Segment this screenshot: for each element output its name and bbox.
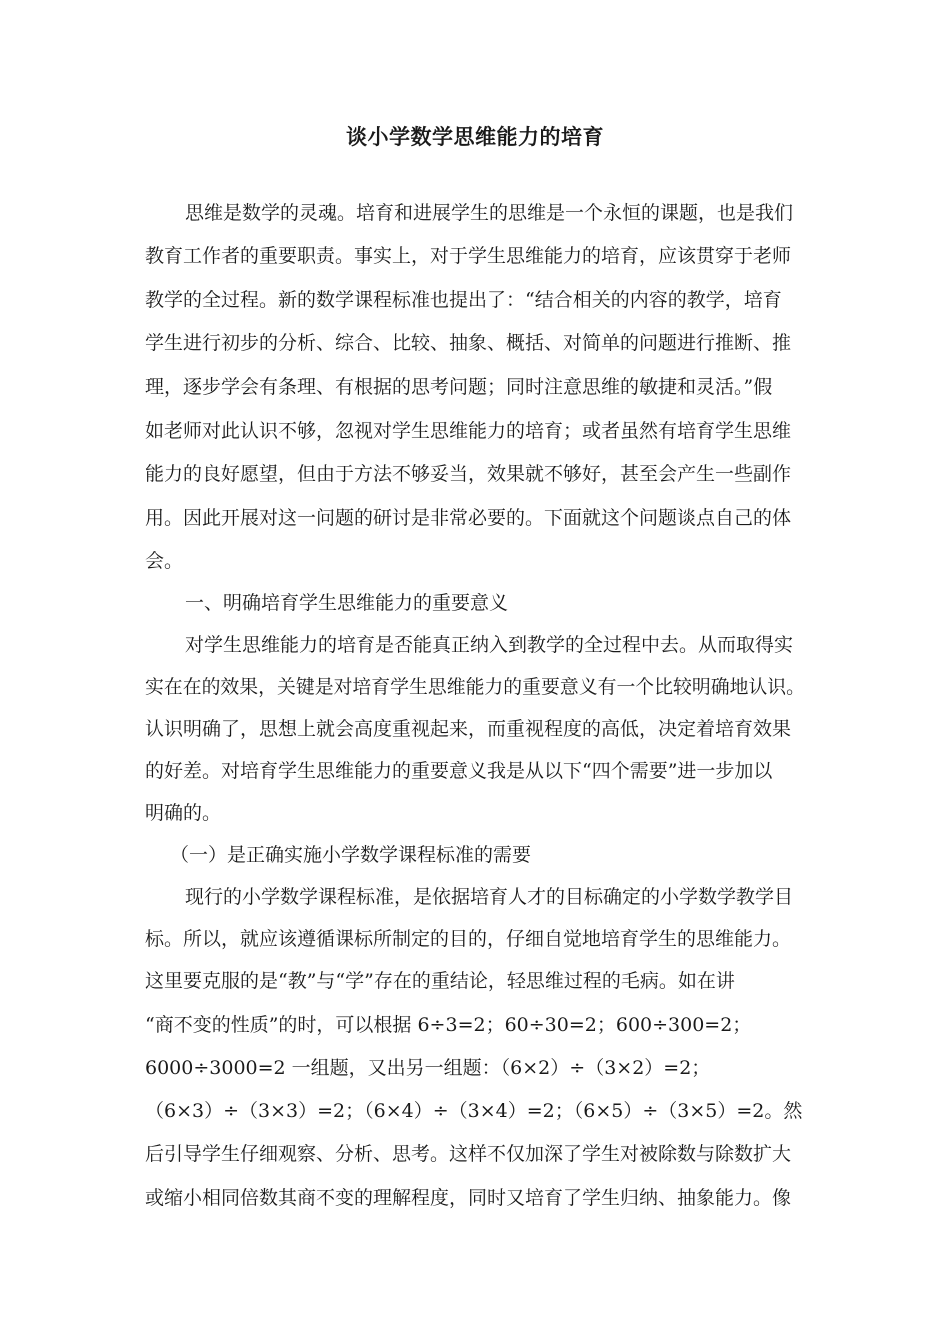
paragraph-line: 这里要克服的是“教”与“学”存在的重结论，轻思维过程的毛病。如在讲 <box>145 970 735 992</box>
subsection-heading: （一）是正确实施小学数学课程标准的需要 <box>170 844 532 866</box>
paragraph-line: 后引导学生仔细观察、分析、思考。这样不仅加深了学生对被除数与除数扩大 <box>145 1143 792 1165</box>
paragraph-line: 如老师对此认识不够，忽视对学生思维能力的培育；或者虽然有培育学生思维 <box>145 420 792 442</box>
document-title: 谈小学数学思维能力的培育 <box>346 125 604 149</box>
paragraph-line: 或缩小相同倍数其商不变的理解程度，同时又培育了学生归纳、抽象能力。像 <box>145 1187 792 1209</box>
paragraph-line: 教学的全过程。新的数学课程标准也提出了：“结合相关的内容的教学，培育 <box>145 289 782 311</box>
paragraph-line: 对学生思维能力的培育是否能真正纳入到教学的全过程中去。从而取得实 <box>185 634 794 656</box>
paragraph-line: 标。所以，就应该遵循课标所制定的目的，仔细自觉地培育学生的思维能力。 <box>145 928 792 950</box>
paragraph-line: 明确的。 <box>145 802 222 824</box>
paragraph-line: 用。因此开展对这一问题的研讨是非常必要的。下面就这个问题谈点自己的体 <box>145 507 792 529</box>
paragraph-line: 会。 <box>145 550 184 572</box>
paragraph-line: 学生进行初步的分析、综合、比较、抽象、概括、对简单的问题进行推断、推 <box>145 332 792 354</box>
paragraph-line: 理，逐步学会有条理、有根据的思考问题；同时注意思维的敏捷和灵活。”假 <box>145 376 773 398</box>
paragraph-line: （6×3）÷（3×3）=2；（6×4）÷（3×4）=2；（6×5）÷（3×5）=2。然 <box>145 1100 803 1122</box>
paragraph-line: 实在在的效果，关键是对培育学生思维能力的重要意义有一个比较明确地认识。 <box>145 676 806 698</box>
section-heading: 一、明确培育学生思维能力的重要意义 <box>185 592 509 614</box>
paragraph-line: 认识明确了，思想上就会高度重视起来，而重视程度的高低，决定着培育效果 <box>145 718 792 740</box>
paragraph-line: “商不变的性质”的时，可以根据 6÷3=2；60÷30=2；600÷300=2； <box>145 1014 752 1036</box>
paragraph-line: 6000÷3000=2 一组题，又出另一组题：（6×2）÷（3×2）=2； <box>145 1057 711 1079</box>
paragraph-line: 现行的小学数学课程标准，是依据培育人才的目标确定的小学数学教学目 <box>185 886 794 908</box>
paragraph-line: 的好差。对培育学生思维能力的重要意义我是从以下“四个需要”进一步加以 <box>145 760 773 782</box>
paragraph-line: 教育工作者的重要职责。事实上，对于学生思维能力的培育，应该贯穿于老师 <box>145 245 792 267</box>
paragraph-line: 能力的良好愿望，但由于方法不够妥当，效果就不够好，甚至会产生一些副作 <box>145 463 792 485</box>
paragraph-line: 思维是数学的灵魂。培育和进展学生的思维是一个永恒的课题，也是我们 <box>185 202 794 224</box>
